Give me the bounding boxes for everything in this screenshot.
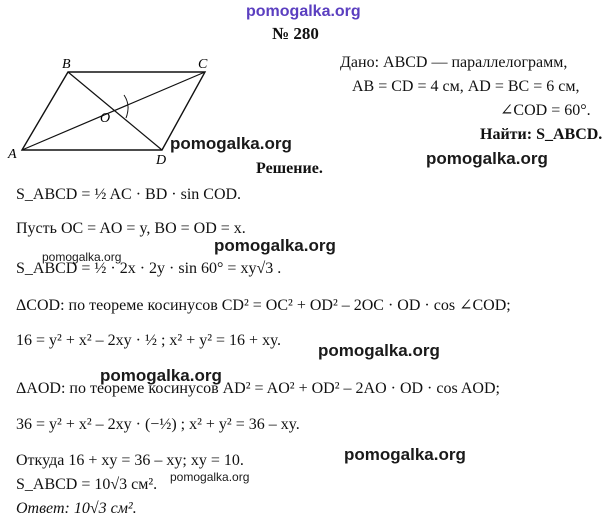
given-line-3: ∠COD = 60°. — [500, 102, 591, 119]
solution-line-6: ΔAOD: по теореме косинусов AD² = AO² + OD² – 2AO · OD · cos AOD; — [16, 380, 500, 397]
label-a: A — [8, 147, 17, 162]
label-o: O — [100, 111, 111, 126]
solution-line-1: S_ABCD = ½ AC · BD · sin COD. — [16, 186, 242, 203]
solution-line-2: Пусть OC = AO = y, BO = OD = x. — [16, 220, 246, 237]
watermark: pomogalka.org — [344, 445, 466, 464]
label-c: C — [198, 57, 208, 72]
find-line: Найти: S_ABCD. — [480, 126, 603, 143]
given-line-2: AB = CD = 4 см, AD = BC = 6 см, — [352, 78, 580, 95]
watermark: pomogalka.org — [170, 134, 292, 153]
watermark: pomogalka.org — [214, 236, 336, 255]
watermark-small: pomogalka.org — [42, 250, 122, 264]
solution-line-7: 36 = y² + x² – 2xy · (−½) ; x² + y² = 36 – xy. — [16, 416, 300, 433]
solution-line-5: 16 = y² + x² – 2xy · ½ ; x² + y² = 16 + xy. — [16, 332, 282, 349]
watermark: pomogalka.org — [100, 366, 222, 385]
label-b: B — [62, 57, 71, 72]
watermark-small: pomogalka.org — [170, 470, 250, 484]
watermark-top: pomogalka.org — [246, 3, 361, 20]
solution-line-9: S_ABCD = 10√3 см². — [16, 476, 158, 493]
diagonal-ac — [22, 72, 205, 150]
solution-line-8: Откуда 16 + xy = 36 – xy; xy = 10. — [16, 452, 244, 469]
solution-line-3: S_ABCD = ½ · 2x · 2y · sin 60° = xy√3 . — [16, 260, 282, 277]
answer-line: Ответ: 10√3 см². — [16, 500, 137, 517]
problem-number: № 280 — [272, 24, 319, 43]
watermark: pomogalka.org — [426, 149, 548, 168]
given-line-1: Дано: ABCD — параллелограмм, — [340, 54, 568, 71]
solution-heading: Решение. — [256, 160, 323, 177]
watermark: pomogalka.org — [318, 341, 440, 360]
solution-line-4: ΔCOD: по теореме косинусов CD² = OC² + OD² – 2OC · OD · cos ∠COD; — [16, 297, 511, 314]
parallelogram-figure — [0, 48, 230, 178]
label-d: D — [156, 153, 167, 168]
